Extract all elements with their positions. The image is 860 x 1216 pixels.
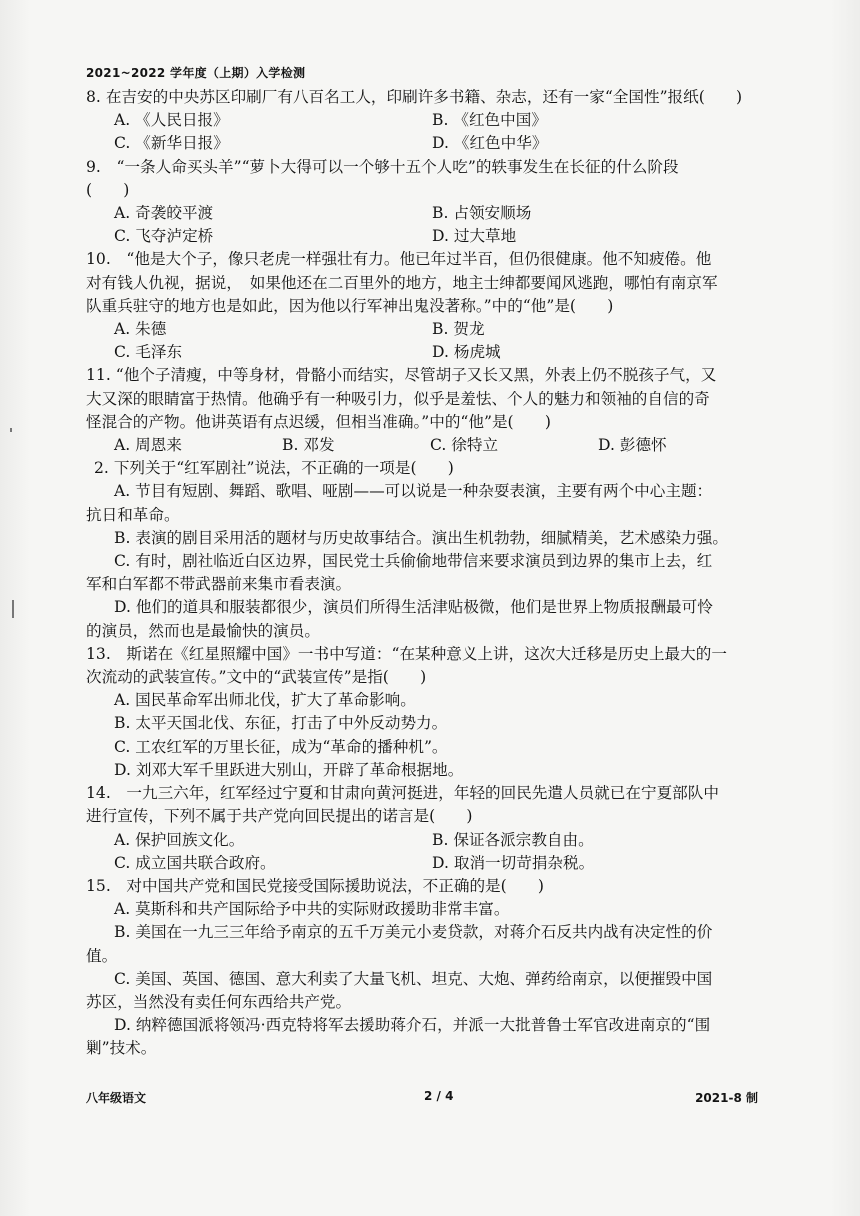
question-stem-cont: ( ) — [86, 180, 130, 199]
question-14 — [86, 782, 758, 875]
question-stem-cont: 队重兵驻守的地方也是如此，因为他以行军神出鬼没著称。”中的“他”是( ) — [86, 296, 614, 315]
question-stem: 11. “他个子清瘦，中等身材，骨骼小而结实，尽管胡子又长又黑，外表上仍不脱孩子气，又 — [86, 366, 717, 385]
question-11 — [86, 364, 758, 457]
option-c: C. 毛泽东 — [114, 343, 183, 362]
option-d: D. 《红色中华》 — [432, 134, 548, 153]
option-c: C. 《新华日报》 — [114, 134, 229, 153]
option-c: C. 有时，剧社临近白区边界，国民党士兵偷偷地带信来要求演员到边界的集市上去，红 — [114, 552, 713, 571]
option-b: B. 保证各派宗教自由。 — [432, 830, 594, 849]
question-8 — [86, 86, 758, 156]
scan-mark — [12, 600, 14, 618]
question-stem: 8. 在吉安的中央苏区印刷厂有八百名工人，印刷许多书籍、杂志，还有一家“全国性”报纸( ) — [86, 88, 743, 106]
option-b: B. 占领安顺场 — [432, 204, 532, 223]
question-stem-cont: 进行宣传，下列不属于共产党向回民提出的诺言是( ) — [86, 807, 473, 826]
option-c-cont: 苏区，当然没有卖任何东西给共产党。 — [86, 992, 352, 1011]
footer-subject: 八年级语文 — [86, 1091, 147, 1105]
option-b: B. 邓发 — [282, 436, 335, 455]
option-a: A. 周恩来 — [114, 436, 182, 455]
question-13 — [86, 643, 758, 782]
question-stem: 14. 一九三六年，红军经过宁夏和甘肃向黄河挺进，年轻的回民先遣人员就已在宁夏部队中 — [86, 784, 719, 803]
options — [86, 202, 758, 248]
question-10 — [86, 248, 758, 364]
option-b: B. 《红色中国》 — [432, 111, 547, 130]
option-d: D. 刘邓大军千里跃进大别山，开辟了革命根据地。 — [114, 760, 464, 779]
option-d-cont: 的演员，然而也是最愉快的演员。 — [86, 621, 320, 640]
option-b: B. 表演的剧目采用活的题材与历史故事结合。演出生机勃勃，细腻精美，艺术感染力强。 — [114, 528, 728, 547]
options — [86, 829, 758, 875]
option-d-cont: 剿”技术。 — [86, 1039, 157, 1058]
question-15 — [86, 875, 758, 1061]
option-d: D. 彭德怀 — [598, 436, 667, 455]
option-a: A. 国民革命军出师北伐，扩大了革命影响。 — [114, 691, 416, 710]
question-stem-cont: 对有钱人仇视，据说， 如果他还在二百里外的地方，地主士绅都要闻风逃跑，哪怕有南京军 — [86, 273, 718, 292]
question-stem: 2. 下列关于“红军剧社”说法，不正确的一项是( ) — [94, 459, 454, 478]
option-d: D. 他们的道具和服装都很少，演员们所得生活津贴极微，他们是世界上物质报酬最可怜 — [114, 598, 713, 617]
option-b-cont: 值。 — [86, 946, 118, 965]
question-stem: 9. “一条人命买头羊”“萝卜大得可以一个够十五个人吃”的轶事发生在长征的什么阶段 — [86, 157, 679, 176]
question-stem-cont: 怪混合的产物。他讲英语有点迟缓，但相当准确。”中的“他”是( ) — [86, 412, 551, 431]
question-stem: 13. 斯诺在《红星照耀中国》一书中写道：“在某种意义上讲，这次大迁移是历史上最大的一 — [86, 644, 727, 663]
option-a-cont: 抗日和革命。 — [86, 505, 180, 524]
option-c: C. 工农红军的万里长征，成为“革命的播种机”。 — [114, 737, 448, 756]
page-footer — [86, 1089, 758, 1109]
scan-mark — [10, 428, 12, 432]
options — [86, 318, 758, 364]
option-a: A. 保护回族文化。 — [114, 830, 245, 849]
footer-page-number: 2 / 4 — [424, 1089, 454, 1103]
option-d: D. 取消一切苛捐杂税。 — [432, 853, 595, 872]
question-stem: 15. 对中国共产党和国民党接受国际援助说法，不正确的是( ) — [86, 876, 544, 895]
question-content — [86, 86, 758, 1061]
question-stem-cont: 大又深的眼睛富于热情。他确乎有一种吸引力，似乎是羞怯、个人的魅力和领袖的自信的奇 — [86, 389, 710, 408]
option-b: B. 贺龙 — [432, 320, 485, 339]
option-c-cont: 军和白军都不带武器前来集市看表演。 — [86, 575, 352, 594]
options — [86, 434, 758, 457]
option-a: A. 朱德 — [114, 320, 167, 339]
option-c: C. 美国、英国、德国、意大利卖了大量飞机、坦克、大炮、弹药给南京，以便摧毁中国 — [114, 969, 713, 988]
option-c: C. 徐特立 — [430, 436, 499, 455]
question-stem-cont: 次流动的武装宣传。”文中的“武装宣传”是指( ) — [86, 668, 427, 687]
option-c: C. 成立国共联合政府。 — [114, 853, 276, 872]
option-b: B. 美国在一九三三年给予南京的五千万美元小麦贷款，对蒋介石反共内战有决定性的价 — [114, 923, 713, 942]
option-a: A. 节目有短剧、舞蹈、歌唱、哑剧——可以说是一种杂耍表演，主要有两个中心主题： — [114, 482, 713, 501]
option-b: B. 太平天国北伐、东征，打击了中外反动势力。 — [114, 714, 448, 733]
option-c: C. 飞夺泸定桥 — [114, 227, 214, 246]
question-12 — [86, 457, 758, 643]
option-d: D. 过大草地 — [432, 227, 517, 246]
option-a: A. 奇袭皎平渡 — [114, 204, 214, 223]
option-d: D. 纳粹德国派将领冯·西克特将军去援助蒋介石，并派一大批普鲁士军官改进南京的“围 — [114, 1016, 711, 1035]
question-9 — [86, 156, 758, 249]
options — [86, 109, 758, 155]
option-a: A. 《人民日报》 — [114, 111, 229, 130]
footer-date: 2021-8 制 — [695, 1091, 758, 1105]
option-d: D. 杨虎城 — [432, 343, 501, 362]
option-a: A. 莫斯科和共产国际给予中共的实际财政援助非常丰富。 — [114, 900, 510, 919]
exam-header: 2021~2022 学年度（上期）入学检测 — [86, 66, 306, 80]
question-stem: 10. “他是大个子，像只老虎一样强壮有力。他已年过半百，但仍很健康。他不知疲倦。他 — [86, 250, 712, 269]
